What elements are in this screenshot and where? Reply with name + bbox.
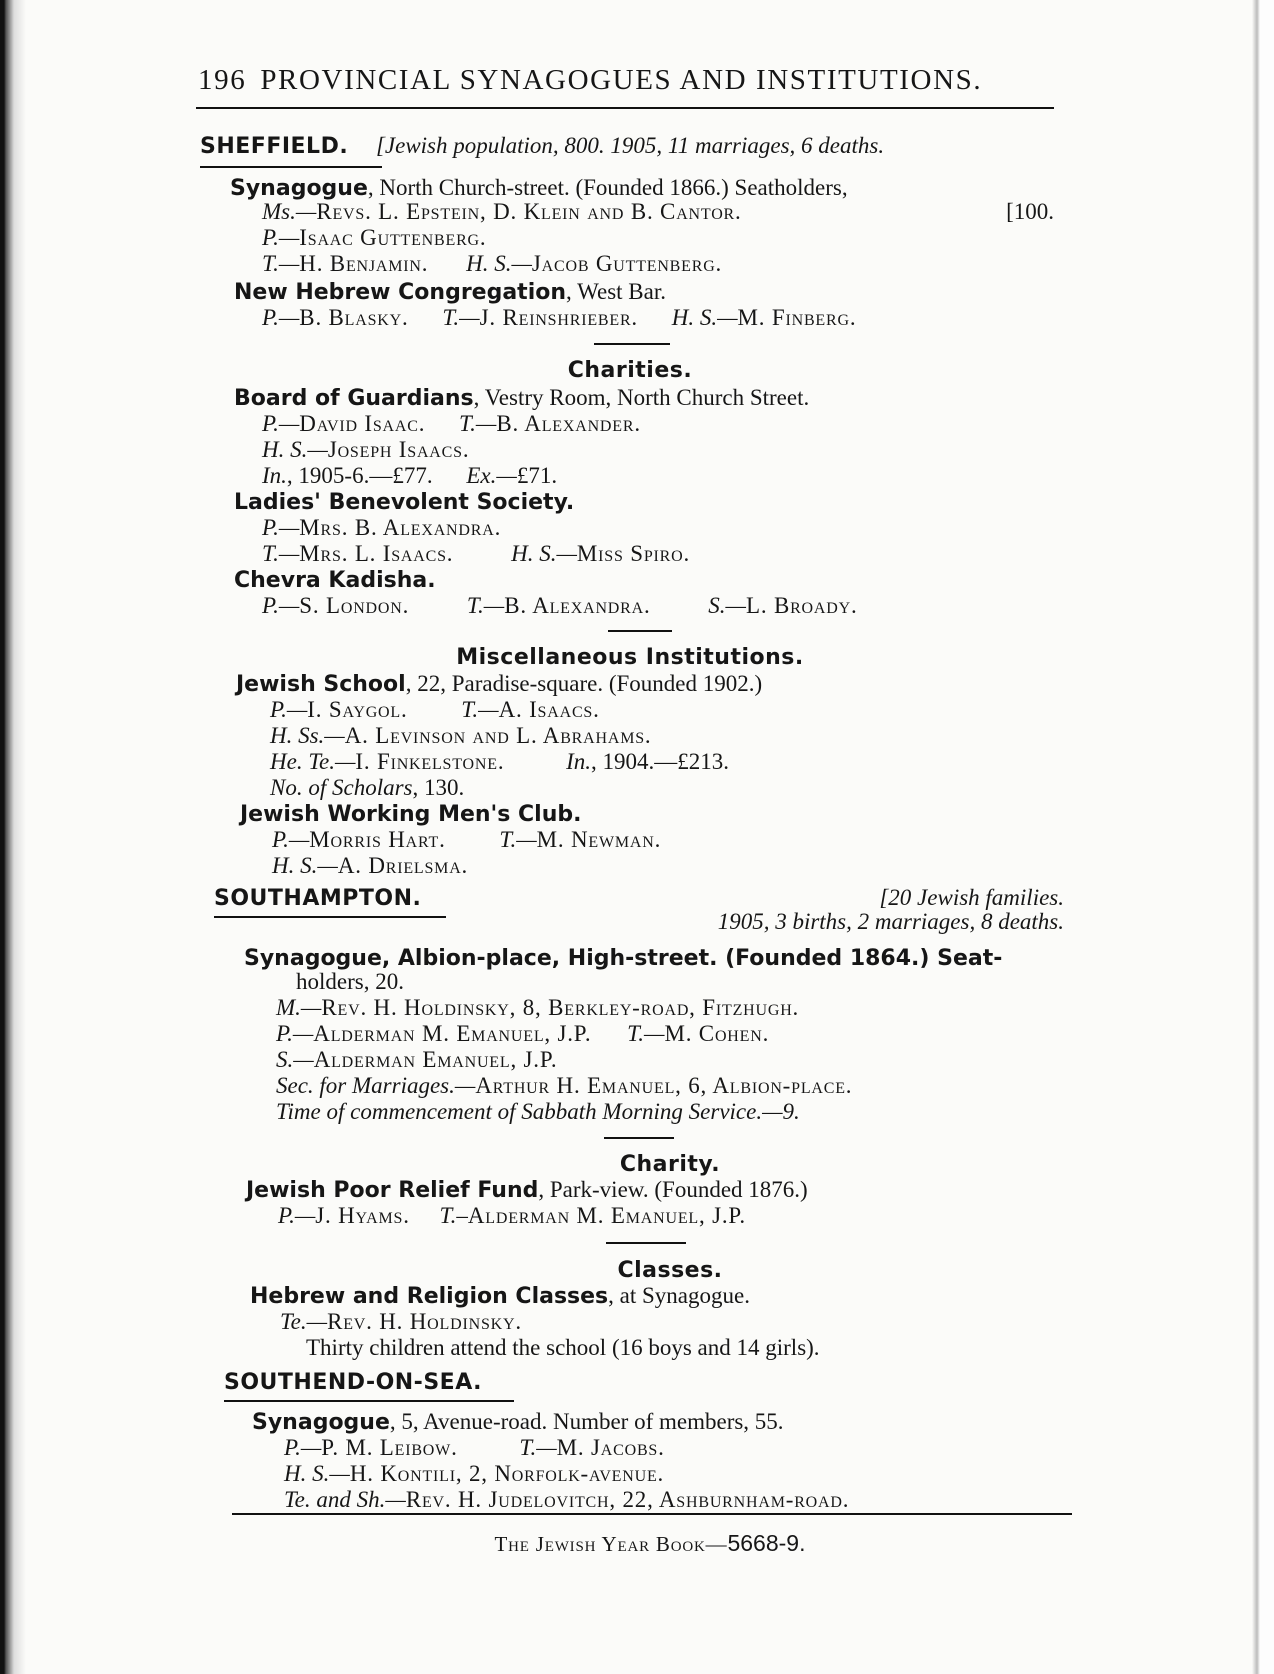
sheffield-new-hebrew	[234, 278, 666, 307]
income-label: In.	[262, 463, 287, 488]
sheffield-officers	[262, 250, 722, 278]
entry-address: , West Bar.	[566, 279, 666, 304]
attendance-note: Thirty children attend the school (16 boys and 14 girls).	[306, 1335, 820, 1360]
role-value: M. Jacobs.	[556, 1435, 665, 1460]
role-value: Rev. H. Holdinsky.	[327, 1309, 522, 1334]
southampton-service-time	[276, 1098, 800, 1126]
entry-address: , Vestry Room, North Church Street.	[473, 385, 810, 410]
relief-officers	[278, 1202, 746, 1230]
vital-statistics: 1905, 3 births, 2 marriages, 8 deaths.	[717, 909, 1064, 934]
role-label: He. Te.—	[270, 749, 356, 774]
entry-name: Chevra Kadisha.	[234, 568, 436, 593]
religion-classes	[250, 1282, 750, 1311]
role-value: M. Finberg.	[737, 305, 857, 330]
role-label: S.—	[708, 593, 746, 618]
role-value: Alderman M. Emanuel, J.P.	[313, 1021, 592, 1046]
role-value: B. Blasky.	[299, 305, 409, 330]
charities-heading	[230, 356, 1030, 385]
role-label: H. S.—	[262, 437, 328, 462]
entry-name: Jewish School	[236, 672, 406, 697]
entry-name: Synagogue	[230, 176, 368, 201]
town-name-southend: SOUTHEND-ON-SEA.	[224, 1370, 482, 1395]
role-label: M.—	[276, 995, 322, 1020]
income-label: In.	[566, 749, 592, 774]
role-label: T.—	[519, 1435, 557, 1460]
role-label: T.—	[262, 251, 300, 276]
working-mens-club	[240, 800, 582, 829]
jewish-school	[236, 670, 762, 699]
sheffield-ministers	[262, 198, 1054, 226]
role-label: P.—	[276, 1021, 314, 1046]
role-label: T.—	[499, 827, 537, 852]
entry-address: , Park-view. (Founded 1876.)	[538, 1177, 808, 1202]
role-value: Rev. H. Holdinsky, 8, Berkley-road, Fitzhugh.	[321, 995, 800, 1020]
entry-address: , at Synagogue.	[608, 1283, 750, 1308]
income-value: , 1905-6.—£77.	[286, 463, 433, 488]
sheffield-president	[262, 224, 486, 252]
role-value: L. Broady.	[746, 593, 858, 618]
income-value: , 1904.—£213.	[591, 749, 730, 774]
role-label: H. Ss.—	[270, 723, 345, 748]
section-heading: Classes.	[617, 1258, 723, 1283]
role-label: S.—	[276, 1047, 314, 1072]
club-officers	[272, 826, 661, 854]
running-header	[198, 64, 1058, 97]
role-label: P.—	[262, 225, 300, 250]
section-divider	[606, 1242, 686, 1244]
section-divider	[594, 343, 670, 345]
school-scholars	[270, 774, 464, 802]
role-label: H. S.—	[284, 1461, 350, 1486]
role-label: H. S.—	[272, 853, 338, 878]
entry-address-continued: holders, 20.	[296, 969, 404, 994]
role-label: P.—	[262, 411, 300, 436]
role-value: H. Kontili, 2, Norfolk-avenue.	[349, 1461, 665, 1486]
southampton-minister	[276, 994, 799, 1022]
classes-heading	[270, 1256, 1070, 1285]
role-label: P.—	[272, 827, 310, 852]
entry-name: Board of Guardians	[234, 386, 474, 411]
page-title: PROVINCIAL SYNAGOGUES AND INSTITUTIONS.	[260, 64, 983, 96]
town-name-southampton: SOUTHAMPTON.	[214, 886, 422, 911]
role-label: T.–	[439, 1203, 468, 1228]
role-label: H. S.—	[511, 541, 577, 566]
role-label: P.—	[278, 1203, 316, 1228]
school-officers	[270, 696, 600, 724]
southampton-officers	[276, 1020, 769, 1048]
role-label: Te. and Sh.—	[284, 1487, 406, 1512]
role-label: Sec. for Marriages.—	[276, 1073, 476, 1098]
role-value: A. Levinson and L. Abrahams.	[344, 723, 652, 748]
section-heading: Miscellaneous Institutions.	[456, 645, 804, 670]
southampton-vitals	[600, 908, 1064, 936]
role-label: Te.—	[280, 1309, 328, 1334]
sheffield-heading-line	[200, 132, 884, 161]
chevra-officers	[262, 592, 858, 620]
role-value: B. Alexandra.	[504, 593, 651, 618]
southend-underline	[224, 1400, 514, 1402]
section-heading: Charities.	[567, 358, 693, 383]
expenditure-value: £71.	[516, 463, 558, 488]
role-value: A. Drielsma.	[337, 853, 469, 878]
chevra-kadisha	[234, 566, 436, 595]
role-label: T.—	[262, 541, 300, 566]
expenditure-label: Ex.—	[466, 463, 517, 488]
entry-address: , North Church-street. (Founded 1866.) Seatholders,	[367, 175, 848, 200]
entry-address: , 22, Paradise-square. (Founded 1902.)	[405, 671, 763, 696]
role-label: H. S.—	[466, 251, 532, 276]
role-label: T.—	[466, 593, 505, 618]
southampton-secretary	[276, 1046, 557, 1074]
board-hon-sec	[262, 436, 469, 464]
role-value: David Isaac.	[299, 411, 426, 436]
scholars-value: , 130.	[412, 775, 465, 800]
sheffield-underline	[200, 166, 382, 168]
entry-address: , 5, Avenue-road. Number of members, 55.	[389, 1409, 784, 1434]
footer-year: 5668-9.	[727, 1530, 806, 1556]
role-value: A. Isaacs.	[498, 697, 600, 722]
southend-heading	[224, 1368, 482, 1397]
southampton-marriage-secretary	[276, 1072, 852, 1100]
role-label: H. S.—	[671, 305, 738, 330]
role-value: Isaac Guttenberg.	[299, 225, 487, 250]
footer-title: The Jewish Year Book—	[494, 1532, 728, 1556]
board-officers	[262, 410, 641, 438]
role-value: Jacob Guttenberg.	[531, 251, 723, 276]
role-label: T.—	[627, 1021, 665, 1046]
board-finances	[262, 462, 557, 490]
scholars-label: No. of Scholars	[270, 775, 413, 800]
role-value: Rev. H. Judelovitch, 22, Ashburnham-road.	[405, 1487, 850, 1512]
role-label: P.—	[262, 593, 300, 618]
entry-name: Jewish Working Men's Club.	[240, 802, 582, 827]
header-rule	[196, 107, 1054, 109]
classes-note	[306, 1334, 820, 1362]
role-value: I. Finkelstone.	[355, 749, 505, 774]
school-hon-secs	[270, 722, 651, 750]
school-head-teacher	[270, 748, 729, 776]
population: [20 Jewish families.	[879, 885, 1064, 910]
misc-heading	[230, 643, 1030, 672]
role-label: Ms.—	[262, 199, 317, 224]
footer-rule	[232, 1513, 1072, 1515]
seatholders-count: [100.	[1006, 199, 1054, 224]
role-value: Revs. L. Epstein, D. Klein and B. Cantor.	[316, 199, 742, 224]
ladies-president	[262, 514, 501, 542]
entry-name: Hebrew and Religion Classes	[250, 1284, 609, 1309]
role-value: Mrs. B. Alexandra.	[299, 515, 502, 540]
classes-teacher	[280, 1308, 522, 1336]
role-value: Miss Spiro.	[576, 541, 691, 566]
entry-name: Synagogue	[252, 1410, 390, 1435]
section-heading: Charity.	[619, 1152, 721, 1177]
club-hon-sec	[272, 852, 468, 880]
charity-heading	[270, 1150, 1070, 1179]
role-label: T.—	[461, 697, 499, 722]
southampton-heading	[214, 884, 421, 913]
role-value: P. M. Leibow.	[321, 1435, 458, 1460]
entry-name: New Hebrew Congregation	[234, 280, 567, 305]
town-name-sheffield: SHEFFIELD.	[200, 134, 349, 159]
role-label: P.—	[262, 515, 300, 540]
role-label: T.—	[459, 411, 497, 436]
role-value: B. Alexander.	[496, 411, 641, 436]
role-value: J. Reinshrieber.	[479, 305, 638, 330]
role-value: M. Newman.	[536, 827, 662, 852]
entry-name: Jewish Poor Relief Fund	[246, 1178, 539, 1203]
southend-officers	[284, 1434, 665, 1462]
role-value: Joseph Isaacs.	[327, 437, 470, 462]
poor-relief-fund	[246, 1176, 808, 1205]
new-hebrew-officers	[262, 304, 856, 332]
role-label: P.—	[262, 305, 300, 330]
role-value: Mrs. L. Isaacs.	[299, 541, 454, 566]
sheffield-population: [Jewish population, 800. 1905, 11 marriages, 6 deaths.	[375, 133, 885, 158]
southend-hon-sec	[284, 1460, 664, 1488]
section-divider	[604, 1137, 674, 1139]
southampton-seatholders	[296, 968, 404, 996]
southend-synagogue	[252, 1408, 784, 1437]
ladies-benevolent-society	[234, 488, 574, 517]
entry-name: Ladies' Benevolent Society.	[234, 490, 575, 515]
page-number: 196	[198, 64, 247, 96]
role-value: I. Saygol.	[307, 697, 408, 722]
role-value: J. Hyams.	[315, 1203, 410, 1228]
entry-address: , Albion-place, High-street. (Founded 1864.) Seat-	[381, 946, 1003, 971]
southampton-underline	[214, 916, 446, 918]
role-label: T.—	[442, 305, 480, 330]
ladies-officers	[262, 540, 690, 568]
role-value: H. Benjamin.	[299, 251, 429, 276]
southend-teacher	[284, 1486, 849, 1514]
role-value: S. London.	[299, 593, 410, 618]
section-divider	[608, 630, 672, 632]
entry-name: Synagogue	[244, 946, 382, 971]
role-value: Arthur H. Emanuel, 6, Albion-place.	[475, 1073, 853, 1098]
running-footer	[230, 1530, 1070, 1557]
role-value: M. Cohen.	[664, 1021, 770, 1046]
role-label: P.—	[284, 1435, 322, 1460]
service-time: Time of commencement of Sabbath Morning Service.—9.	[276, 1099, 800, 1124]
board-of-guardians	[234, 384, 809, 413]
role-value: Alderman Emanuel, J.P.	[313, 1047, 558, 1072]
role-label: P.—	[270, 697, 308, 722]
role-value: Alderman M. Emanuel, J.P.	[467, 1203, 746, 1228]
role-value: Morris Hart.	[309, 827, 446, 852]
